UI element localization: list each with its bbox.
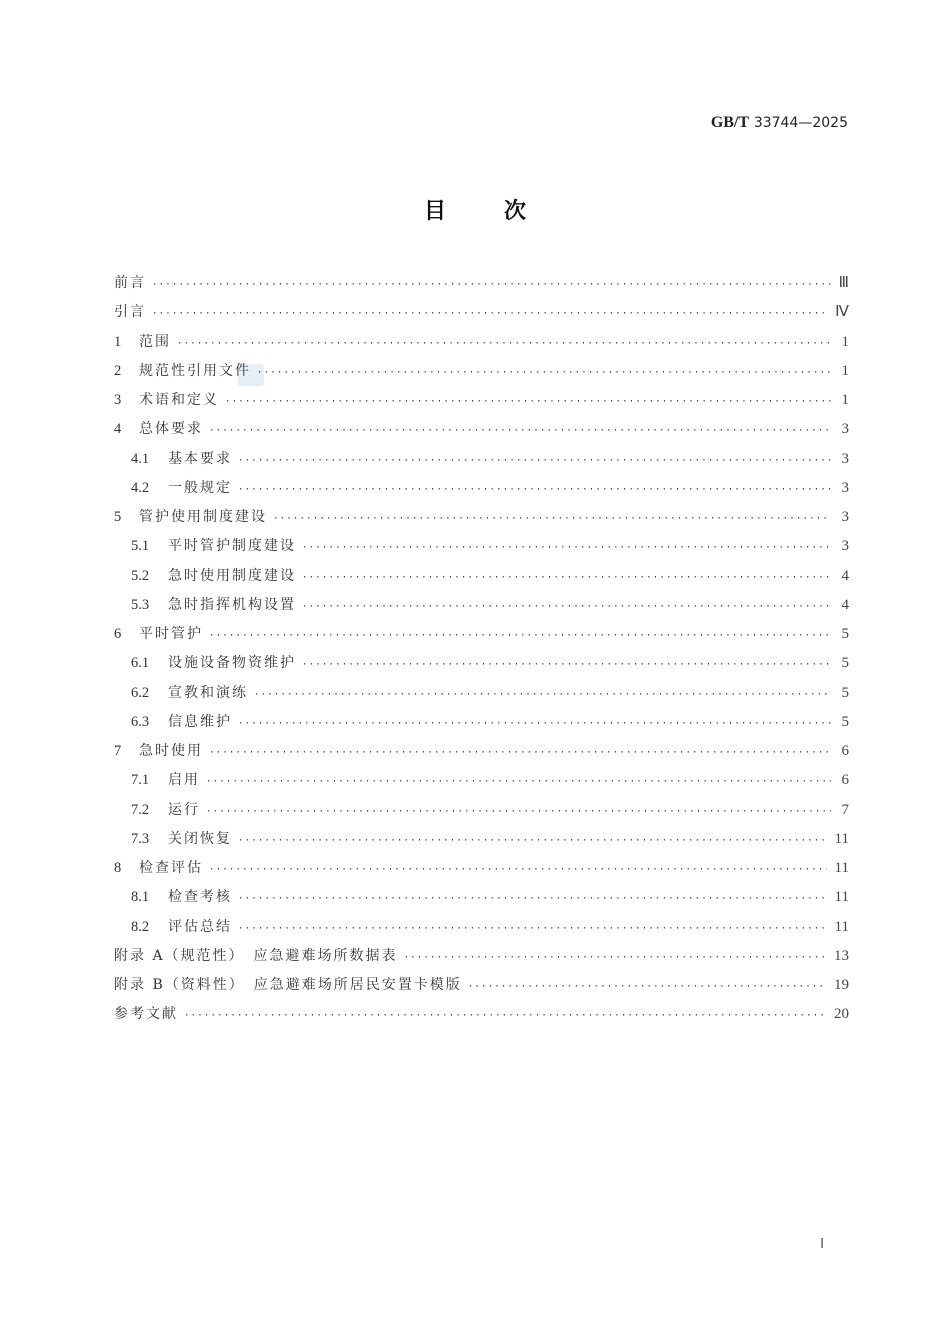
toc-entry-number: 7.3 <box>131 830 150 847</box>
page-number: Ⅰ <box>820 1237 825 1252</box>
dot-leader <box>238 915 827 944</box>
toc-entry[interactable] <box>114 737 849 766</box>
toc-entry[interactable] <box>114 269 849 298</box>
toc-entry[interactable] <box>114 445 849 474</box>
toc-entry[interactable] <box>114 971 849 1000</box>
toc-entry[interactable] <box>114 854 849 883</box>
toc-entry-page: 5 <box>841 655 849 672</box>
toc-entry-page: 1 <box>841 392 849 408</box>
toc-entry-label: 评估总结 <box>168 918 232 935</box>
toc-entry-number: 4.2 <box>131 479 150 496</box>
toc-entry-page: 4 <box>841 596 849 613</box>
toc-entry-label: 参考文献 <box>114 1006 178 1023</box>
toc-entry[interactable] <box>114 1000 849 1029</box>
toc-entry[interactable] <box>114 474 849 503</box>
toc-entry-number: 7 <box>114 743 122 759</box>
toc-entry-label: 检查评估 <box>139 860 203 876</box>
toc-entry-number: 5 <box>114 509 122 525</box>
toc-entry-label: 规范性引用文件 <box>139 362 251 379</box>
toc-entry[interactable] <box>114 649 849 678</box>
toc-entry-label: 总体要求 <box>139 421 203 438</box>
dot-leader <box>273 505 831 534</box>
toc-entry-page: 13 <box>834 947 849 964</box>
toc-entry-number: 1 <box>114 333 122 350</box>
dot-leader <box>152 300 827 329</box>
dot-leader <box>209 856 827 885</box>
toc-entry-number: 5.1 <box>131 538 150 555</box>
dot-leader <box>209 417 831 446</box>
dot-leader <box>468 973 826 1002</box>
toc-entry-page: 19 <box>834 977 849 993</box>
dot-leader <box>238 710 831 739</box>
toc-entry-label: 启用 <box>168 772 200 789</box>
toc-entry-page: 3 <box>841 421 849 438</box>
dot-leader <box>238 476 831 505</box>
toc-entry[interactable] <box>114 679 849 708</box>
toc-entry-page: 1 <box>841 333 849 350</box>
toc-entry-number: 8.2 <box>131 918 150 935</box>
toc-entry-page: 11 <box>834 830 849 847</box>
toc-entry-page: 1 <box>841 362 849 379</box>
dot-leader <box>225 388 831 417</box>
dot-leader <box>184 1002 826 1031</box>
dot-leader <box>257 359 831 388</box>
toc-entry-number: 6.2 <box>131 684 150 701</box>
toc-entry[interactable] <box>114 357 849 386</box>
toc-entry-number: 8.1 <box>131 889 150 906</box>
toc-entry[interactable] <box>114 532 849 561</box>
toc-entry-label: 附录 B（资料性） 应急避难场所居民安置卡模版 <box>114 977 462 993</box>
toc-entry-page: 7 <box>841 801 849 818</box>
standard-number: 33744—2025 <box>753 115 848 131</box>
dot-leader <box>238 827 827 856</box>
toc-entry-label: 急时指挥机构设置 <box>168 596 296 613</box>
standard-code <box>711 113 848 132</box>
dot-leader <box>404 944 826 973</box>
toc-entry-number: 4.1 <box>131 450 150 467</box>
toc-entry[interactable] <box>114 328 849 357</box>
toc-entry-page: 20 <box>834 1006 849 1023</box>
toc-entry-label: 平时管护 <box>139 626 203 642</box>
toc-entry-label: 术语和定义 <box>139 392 219 408</box>
toc-entry-page: 11 <box>834 860 849 876</box>
table-of-contents <box>114 269 849 1030</box>
toc-entry-label: 急时使用 <box>139 743 203 759</box>
toc-entry[interactable] <box>114 883 849 912</box>
dot-leader <box>177 330 831 359</box>
toc-entry-number: 7.1 <box>131 772 150 789</box>
toc-entry-number: 2 <box>114 362 122 379</box>
toc-entry[interactable] <box>114 825 849 854</box>
toc-entry-label: 信息维护 <box>168 713 232 730</box>
toc-entry-page: 5 <box>841 713 849 730</box>
toc-entry[interactable] <box>114 503 849 532</box>
toc-entry[interactable] <box>114 591 849 620</box>
toc-entry[interactable] <box>114 942 849 971</box>
dot-leader <box>302 564 831 593</box>
dot-leader <box>238 885 827 914</box>
toc-entry-number: 7.2 <box>131 801 150 818</box>
toc-entry-page: 4 <box>841 567 849 584</box>
title-char-2: 次 <box>504 199 527 224</box>
toc-entry-label: 宣教和演练 <box>168 684 248 701</box>
toc-entry[interactable] <box>114 913 849 942</box>
toc-entry-label: 引言 <box>114 304 146 321</box>
toc-entry-label: 急时使用制度建设 <box>168 567 296 584</box>
toc-entry[interactable] <box>114 386 849 415</box>
toc-entry-label: 前言 <box>114 275 146 291</box>
toc-entry[interactable] <box>114 298 849 327</box>
dot-leader <box>302 651 831 680</box>
dot-leader <box>302 534 831 563</box>
toc-entry-number: 6.3 <box>131 713 150 730</box>
toc-entry-label: 设施设备物资维护 <box>168 655 296 672</box>
toc-entry-page: 3 <box>841 479 849 496</box>
dot-leader <box>254 681 831 710</box>
toc-entry[interactable] <box>114 415 849 444</box>
toc-entry-number: 5.3 <box>131 596 150 613</box>
toc-entry-page: 3 <box>841 450 849 467</box>
toc-entry-number: 6 <box>114 626 122 642</box>
toc-entry-number: 5.2 <box>131 567 150 584</box>
toc-entry-page: Ⅳ <box>835 304 849 321</box>
toc-entry[interactable] <box>114 708 849 737</box>
standard-prefix: GB/T <box>710 114 750 131</box>
toc-entry-number: 6.1 <box>131 655 150 672</box>
toc-entry-page: 3 <box>841 538 849 555</box>
toc-entry-label: 基本要求 <box>168 450 232 467</box>
dot-leader <box>209 622 831 651</box>
toc-entry-page: 5 <box>841 626 849 642</box>
toc-entry-page: 5 <box>841 684 849 701</box>
page-title <box>0 194 950 225</box>
dot-leader <box>152 271 831 300</box>
toc-entry-page: 6 <box>841 772 849 789</box>
toc-entry-label: 管护使用制度建设 <box>139 509 267 525</box>
toc-entry-page: 11 <box>834 918 849 935</box>
toc-entry[interactable] <box>114 620 849 649</box>
toc-entry-page: 11 <box>834 889 849 906</box>
dot-leader <box>206 798 831 827</box>
toc-entry-label: 运行 <box>168 801 200 818</box>
toc-entry[interactable] <box>114 766 849 795</box>
toc-entry-label: 检查考核 <box>168 889 232 906</box>
toc-entry-label: 一般规定 <box>168 479 232 496</box>
toc-entry-label: 平时管护制度建设 <box>168 538 296 555</box>
toc-entry-label: 附录 A（规范性） 应急避难场所数据表 <box>114 947 398 964</box>
dot-leader <box>206 768 831 797</box>
toc-entry-label: 范围 <box>139 333 171 350</box>
toc-entry-label: 关闭恢复 <box>168 830 232 847</box>
toc-entry-number: 8 <box>114 860 122 876</box>
toc-entry-page: 6 <box>841 743 849 759</box>
toc-entry-number: 3 <box>114 392 122 408</box>
dot-leader <box>238 447 831 476</box>
toc-entry[interactable] <box>114 796 849 825</box>
dot-leader <box>302 593 831 622</box>
title-char-1: 目 <box>423 199 446 224</box>
toc-entry-number: 4 <box>114 421 122 438</box>
toc-entry-page: 3 <box>841 509 849 525</box>
toc-entry-page: Ⅲ <box>838 275 849 291</box>
toc-entry[interactable] <box>114 562 849 591</box>
dot-leader <box>209 739 831 768</box>
